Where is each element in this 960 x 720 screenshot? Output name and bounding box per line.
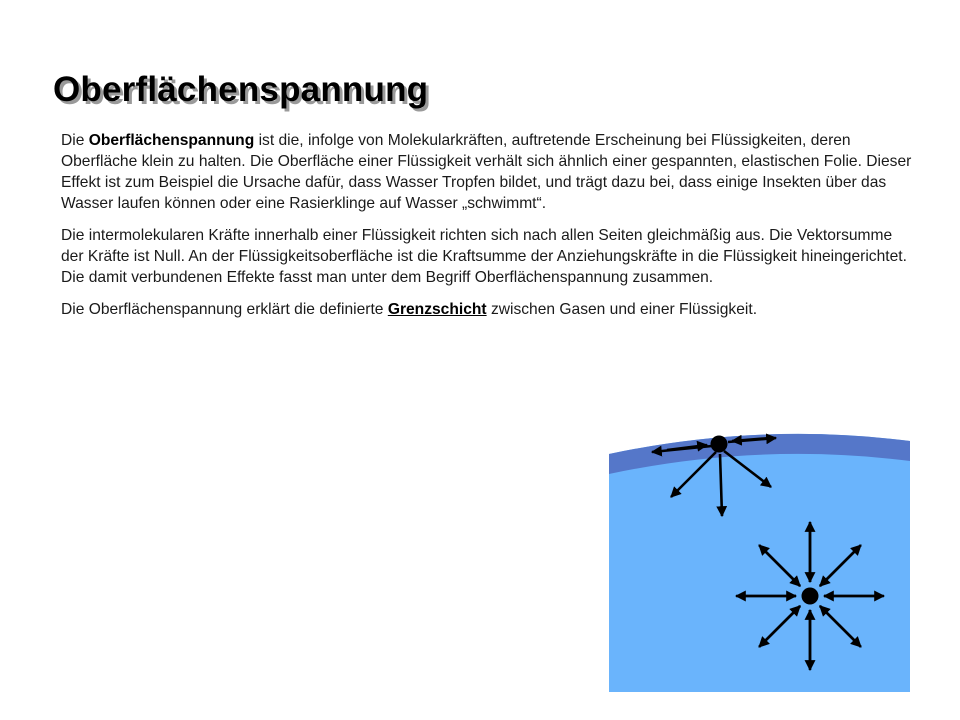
paragraph-boundary-post: zwischen Gasen und einer Flüssigkeit. <box>486 301 758 318</box>
page-title: Oberflächenspannung <box>53 70 429 109</box>
link-grenzschicht[interactable]: Grenzschicht <box>387 301 487 318</box>
paragraph-definition-post: ist die, infolge von Molekularkräften, auftretende Erscheinung bei Flüssigkeiten, deren Oberfläche klein zu halten. Die Oberfläche einer Flüssigkeit verhält sich ähnlich einer gespannten, elastischen Folie. Dieser Effekt ist zum Beispiel die Ursache dafür, dass Wasser Tropfen bildet, und trägt dazu bei, dass einige Insekten über das Wasser laufen können oder eine Rasierklinge auf Wasser „schwimmt“. <box>61 132 912 212</box>
paragraph-definition-pre: Die <box>61 132 89 149</box>
term-oberflaechenspannung: Oberflächenspannung <box>88 132 255 149</box>
liquid-body <box>609 434 910 692</box>
surface-molecule <box>711 436 728 453</box>
paragraph-boundary-pre: Die Oberflächenspannung erklärt die definierte <box>61 301 388 318</box>
paragraph-forces: Die intermolekularen Kräfte innerhalb einer Flüssigkeit richten sich nach allen Seiten gleichmäßig aus. Die Vektorsumme der Kräfte ist Null. An der Flüssigkeitsoberfläche ist die Kraftsumme der Anziehungskräfte in die Flüssigkeit hineingerichtet. Die damit verbundenen Effekte fasst man unter dem Begriff Oberflächenspannung zusammen. <box>61 227 907 286</box>
bulk-molecule <box>802 588 819 605</box>
